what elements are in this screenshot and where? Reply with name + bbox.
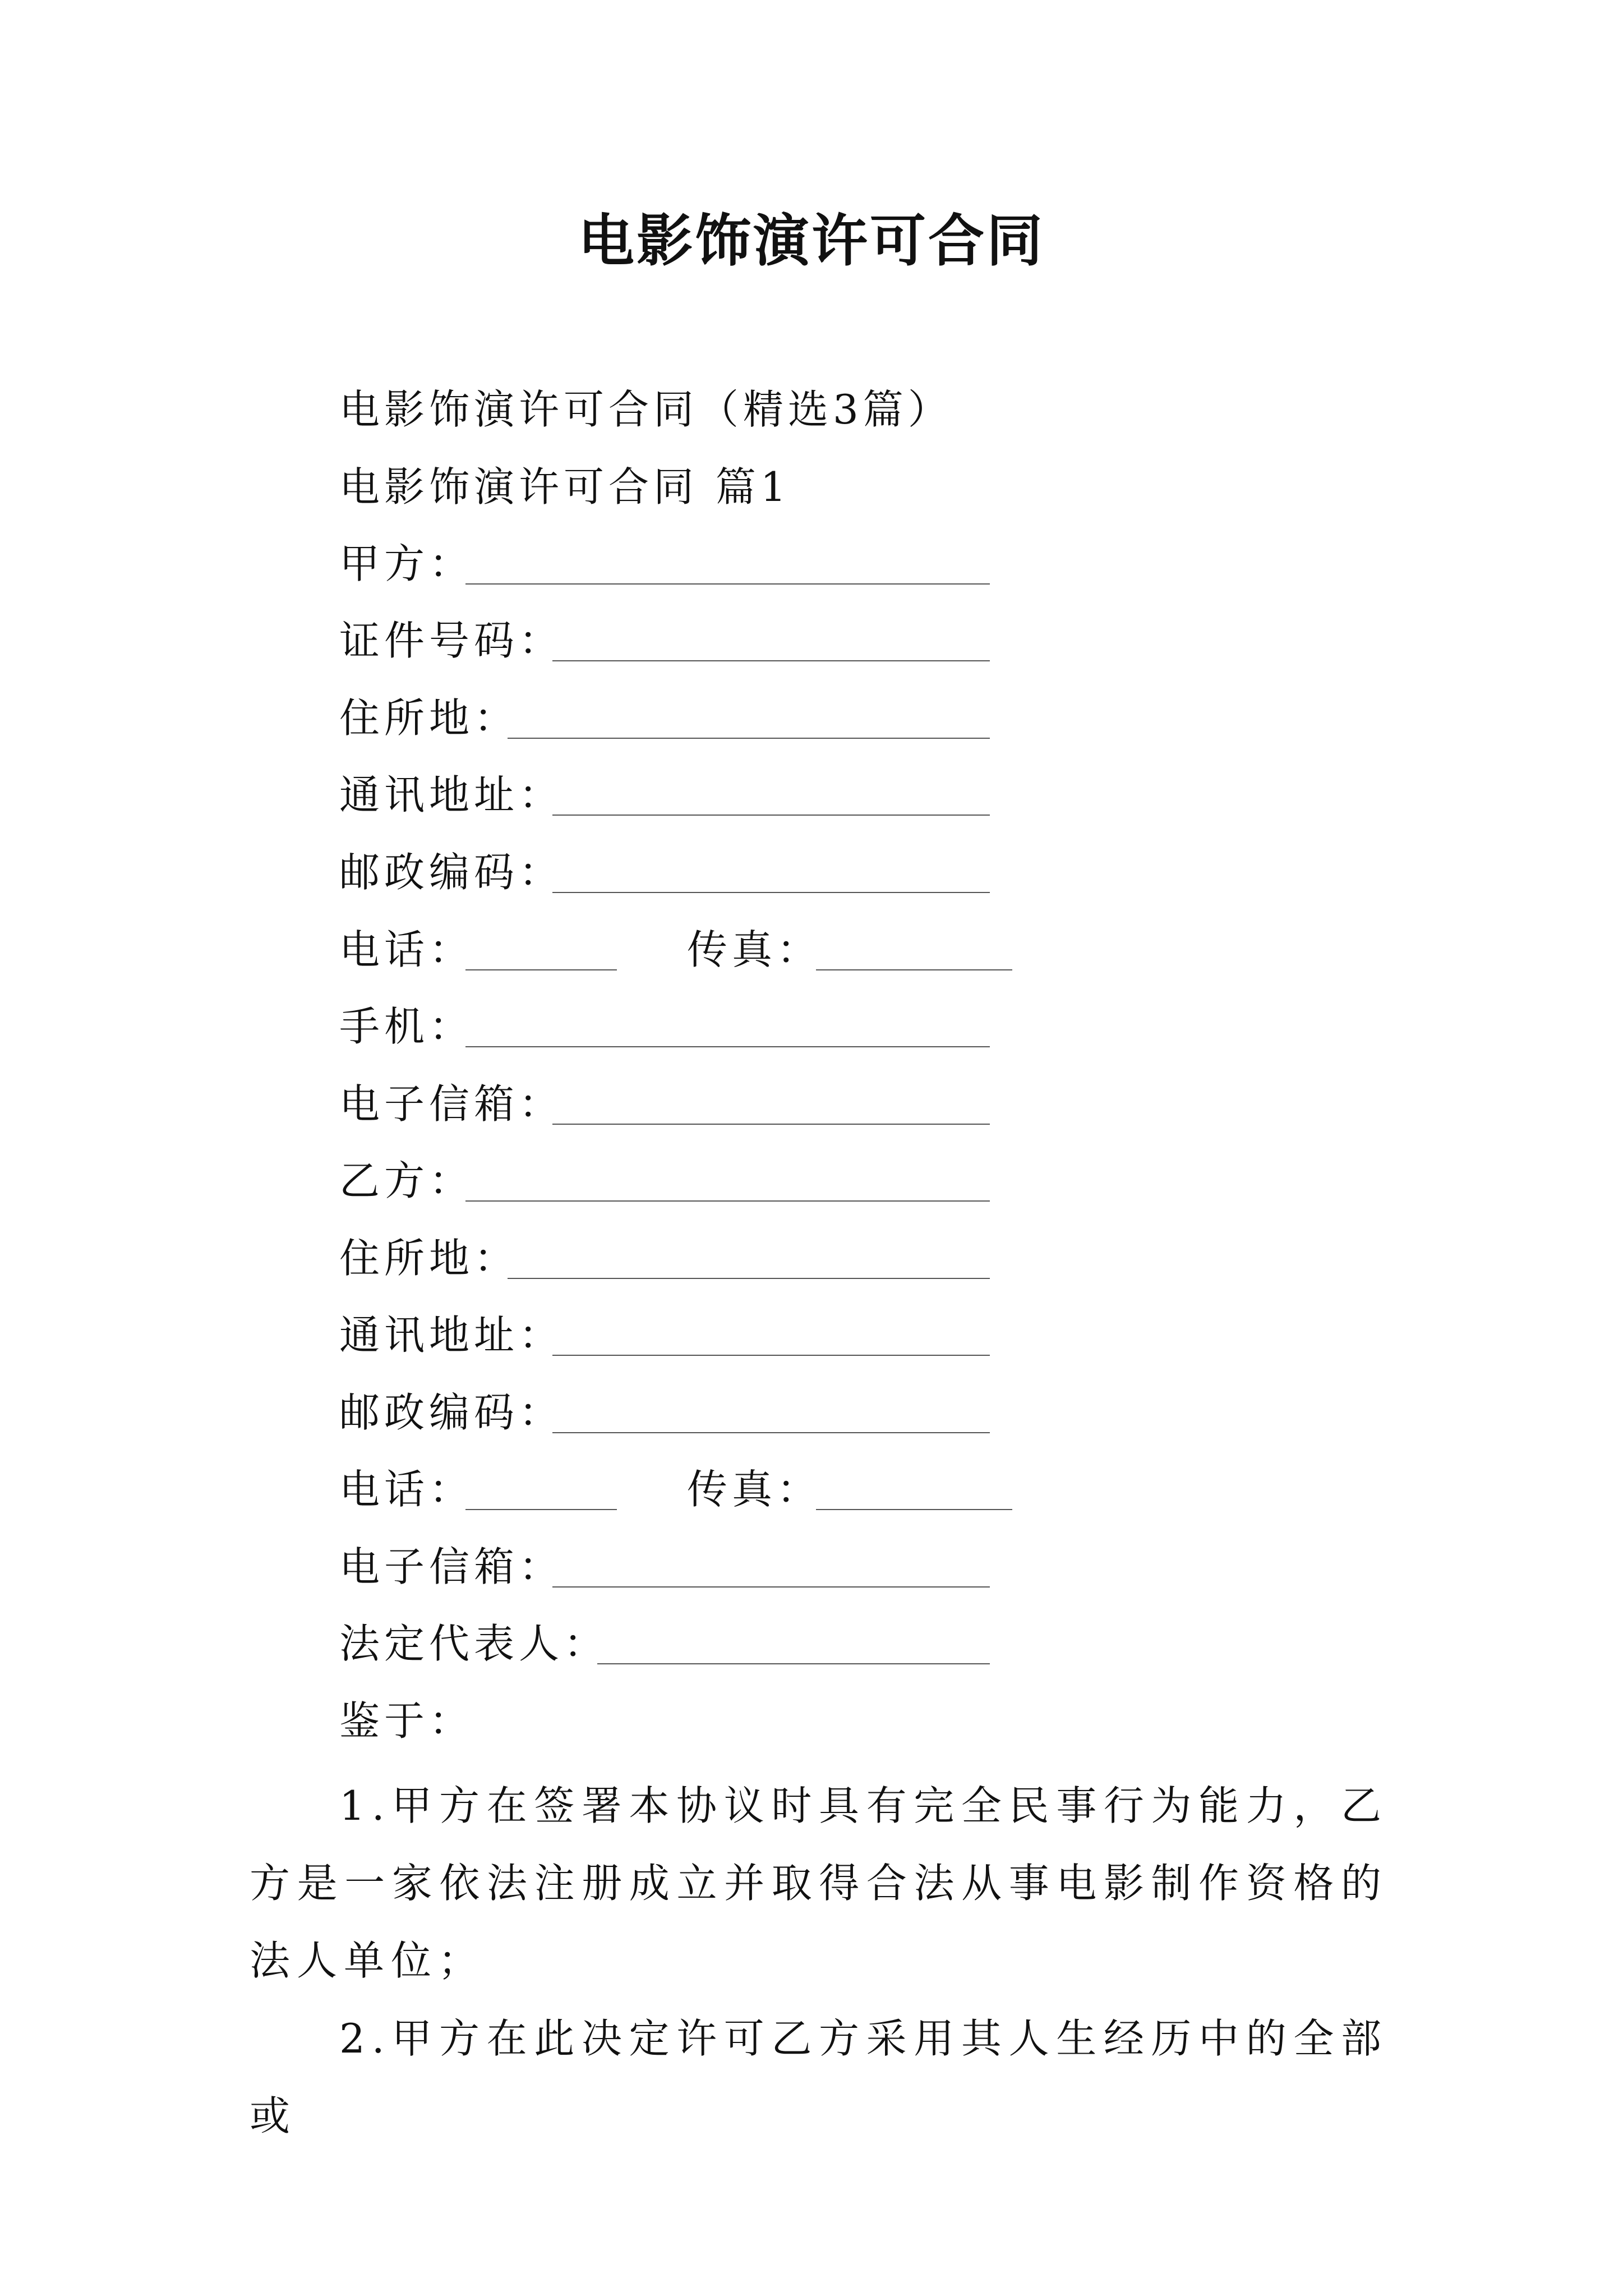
document-title: 电影饰演许可合同 (578, 208, 1045, 274)
party-a-postcode-label: 邮政编码： (339, 849, 564, 896)
party-a-address-label: 通讯地址： (339, 771, 564, 818)
party-a-phone-blank[interactable] (465, 969, 617, 970)
party-b-email-label: 电子信箱： (339, 1543, 564, 1590)
party-a-fax-blank[interactable] (816, 969, 1012, 970)
party-b-postcode-label: 邮政编码： (339, 1389, 564, 1436)
party-a-phone-label: 电话： (339, 926, 474, 973)
section-heading: 电影饰演许可合同 篇1 (339, 463, 791, 510)
party-a-mobile-label: 手机： (339, 1003, 474, 1050)
recitals-intro: 鉴于： (339, 1697, 474, 1745)
party-a-residence-label: 住所地： (339, 694, 519, 742)
recital-item-1: 1.甲方在签署本协议时具有完全民事行为能力，乙方是一家依法注册成立并取得合法从事电影制作资格的法人单位； (250, 1782, 1388, 1984)
party-b-fax-blank[interactable] (816, 1509, 1012, 1510)
party-a-postcode-blank[interactable] (552, 892, 990, 893)
party-b-fax-label: 传真： (687, 1466, 822, 1513)
party-a-id-label: 证件号码： (339, 617, 564, 664)
party-b-postcode-blank[interactable] (552, 1432, 990, 1433)
document-subtitle: 电影饰演许可合同（精选3篇） (339, 386, 953, 433)
party-a-id-blank[interactable] (552, 660, 990, 661)
party-a-mobile-blank[interactable] (465, 1046, 990, 1047)
party-b-address-label: 通讯地址： (339, 1312, 564, 1359)
party-b-representative-label: 法定代表人： (339, 1620, 609, 1667)
party-a-address-blank[interactable] (552, 815, 990, 816)
party-a-email-label: 电子信箱： (339, 1080, 564, 1128)
party-b-phone-blank[interactable] (465, 1509, 617, 1510)
party-b-residence-label: 住所地： (339, 1235, 519, 1282)
party-b-address-blank[interactable] (552, 1355, 990, 1356)
recital-item-2: 2.甲方在此决定许可乙方采用其人生经历中的全部或 (250, 2015, 1388, 2139)
party-a-label: 甲方： (339, 540, 474, 587)
party-b-representative-blank[interactable] (597, 1663, 990, 1664)
party-b-label: 乙方： (339, 1157, 474, 1204)
party-a-fax-label: 传真： (687, 926, 822, 973)
party-b-blank[interactable] (465, 1200, 990, 1202)
party-b-residence-blank[interactable] (508, 1278, 990, 1279)
party-a-email-blank[interactable] (552, 1124, 990, 1125)
party-b-phone-label: 电话： (339, 1466, 474, 1513)
party-a-blank[interactable] (465, 583, 990, 585)
party-b-email-blank[interactable] (552, 1586, 990, 1588)
party-a-residence-blank[interactable] (508, 738, 990, 739)
